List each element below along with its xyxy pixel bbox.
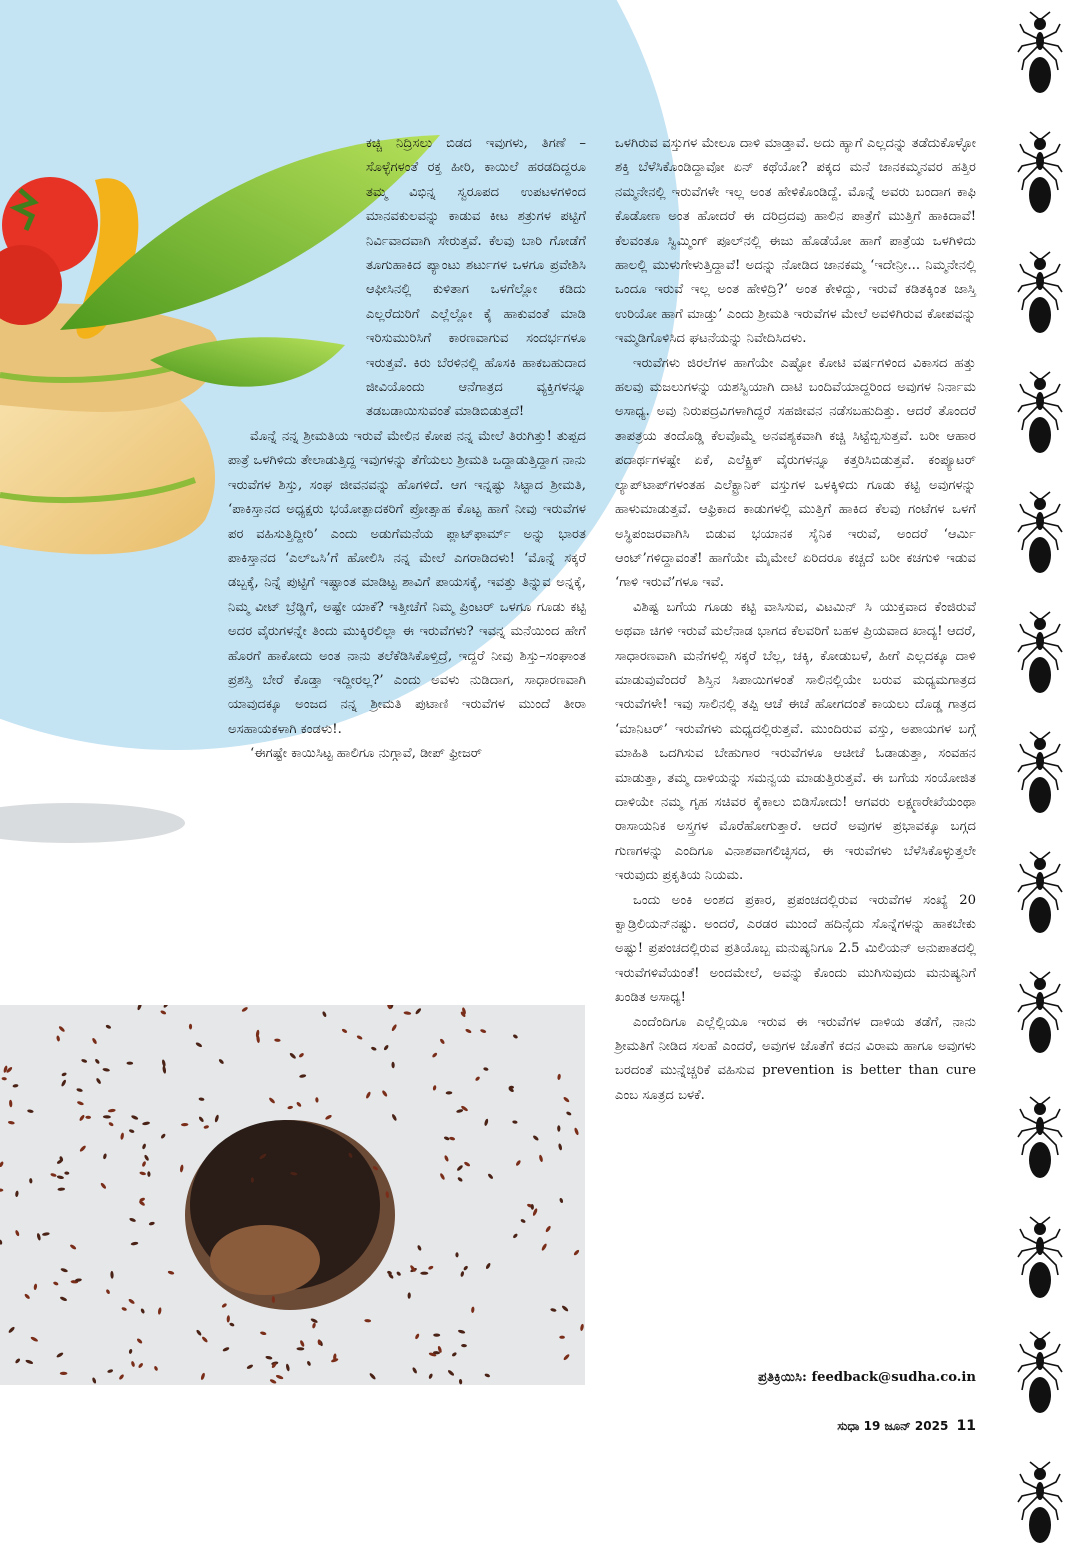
- ant-icon: [1016, 10, 1064, 100]
- paragraph-statistics: ಒಂದು ಅಂಕಿ ಅಂಶದ ಪ್ರಕಾರ, ಪ್ರಪಂಚದಲ್ಲಿರುವ ಇರುವೆಗಳ ಸಂಖ್ಯೆ 20 ಕ್ವಾಡ್ರಿಲಿಯನ್‌ನಷ್ಟು. ಅಂದರೆ, ಎರಡರ ಮುಂದೆ ಹದಿನೈದು ಸೊನ್ನೆಗಳನ್ನು ಹಾಕಬೇಕು ಅಷ್ಟು! ಪ್ರಪಂಚದಲ್ಲಿರುವ ಪ್ರತಿಯೊಬ್ಬ ಮನುಷ್ಯನಿಗೂ 2.5 ಮಿಲಿಯನ್ ಅನುಪಾತದಲ್ಲಿ ಇರುವೆಗಳಿವೆಯಂತೆ! ಅಂದಮೇಲೆ, ಅವನ್ನು ಕೊಂದು ಮುಗಿಸುವುದು ಮನುಷ್ಯನಿಗೆ ಖಂಡಿತ ಅಸಾಧ್ಯ!: [615, 892, 976, 1006]
- ant-swarm-graphic: [0, 1005, 585, 1385]
- ant-icon: [1016, 850, 1064, 940]
- ant-icon: [1016, 1330, 1064, 1420]
- page-footer: [780, 1418, 976, 1434]
- ant-icon: [1016, 490, 1064, 580]
- ant-icon: [1016, 250, 1064, 340]
- ant-icon: [1016, 610, 1064, 700]
- ant-icon: [1016, 970, 1064, 1060]
- paragraph-red-ants: ವಿಶಿಷ್ಟ ಬಗೆಯ ಗೂಡು ಕಟ್ಟಿ ವಾಸಿಸುವ, ವಿಟಮಿನ್ ಸಿ ಯುಕ್ತವಾದ ಕೆಂಜಿರುವೆ ಅಥವಾ ಚಿಗಳಿ ಇರುವೆ ಮಲೆನಾಡ ಭಾಗದ ಕೆಲವರಿಗೆ ಬಹಳ ಪ್ರಿಯವಾದ ಖಾದ್ಯ! ಆದರೆ, ಸಾಧಾರಣವಾಗಿ ಮನೆಗಳಲ್ಲಿ ಸಕ್ಕರೆ ಬೆಲ್ಲ, ಚಕ್ಕಿ, ಕೋಡುಬಳೆ, ಹೀಗೆ ಎಲ್ಲದಕ್ಕೂ ದಾಳಿ ಮಾಡುವುವೆಂದರೆ ಶಿಸ್ತಿನ ಸಿಪಾಯಿಗಳಂತೆ ಸಾಲಿನಲ್ಲಿಯೇ ಬರುವ ಮಧ್ಯಮಗಾತ್ರದ ಇರುವೆಗಳೇ! ಇವು ಸಾಲಿನಲ್ಲಿ ತಪ್ಪಿ ಆಚೆ ಈಚೆ ಹೋಗದಂತೆ ಕಾಯಲು ದೊಡ್ಡ ಗಾತ್ರದ ‘ಮಾನಿಟರ್’ ಇರುವೆಗಳು ಮಧ್ಯದಲ್ಲಿರುತ್ತವೆ. ಮುಂದಿರುವ ವಸ್ತು, ಅಪಾಯಗಳ ಬಗ್ಗೆ ಮಾಹಿತಿ ಒದಗಿಸುವ ಬೇಹುಗಾರ ಇರುವೆಗಳೂ ಆಚೀಚೆ ಓಡಾಡುತ್ತಾ, ಸಂವಹನ ಮಾಡುತ್ತಾ, ತಮ್ಮ ದಾಳಿಯನ್ನು ಸಮನ್ವಯ ಮಾಡುತ್ತಿರುತ್ತವೆ. ಈ ಬಗೆಯ ಸಂಯೋಜಿತ ದಾಳಿಯೇ ನಮ್ಮ ಗೃಹ ಸಚಿವರ ಕೈಕಾಲು ಬಿಡಿಸೋದು! ಆಗವರು ಲಕ್ಷ್ಮಣರೇಖೆಯಂಥಾ ರಾಸಾಯನಿಕ ಅಸ್ತ್ರಗಳ ಮೊರೆಹೋಗುತ್ತಾರೆ. ಆದರೆ ಅವುಗಳ ಪ್ರಭಾವಕ್ಕೂ ಬಗ್ಗದ ಗುಣಗಳನ್ನು ಎಂದಿಗೂ ವಿನಾಶವಾಗಲಿಚ್ಛಿಸದ, ಈ ಇರುವೆಗಳು ಬೆಳೆಸಿಕೊಳ್ಳುತ್ತಲೇ ಇರುವುದು ಪ್ರಕೃತಿಯ ನಿಯಮ.: [615, 599, 976, 884]
- paragraph-evolution: ಇರುವೆಗಳು ಜಿರಲೆಗಳ ಹಾಗೆಯೇ ಎಷ್ಟೋ ಕೋಟಿ ವರ್ಷಗಳಿಂದ ವಿಕಾಸದ ಹತ್ತು ಹಲವು ಮಜಲುಗಳನ್ನು ಯಶಸ್ವಿಯಾಗಿ ದಾಟಿ ಬಂದಿವೆಯಾದ್ದರಿಂದ ಅವುಗಳ ನಿರ್ನಾಮ ಅಸಾಧ್ಯ. ಅವು ನಿರುಪದ್ರವಿಗಳಾಗಿದ್ದರೆ ಸಹಜೀವನ ನಡೆಸಬಹುದಿತ್ತು. ಆದರೆ ತೊಂದರೆ ತಾಪತ್ರಯ ತಂದೊಡ್ಡಿ ಕೆಲವೊಮ್ಮೆ ಅನವಶ್ಯಕವಾಗಿ ಕಚ್ಚಿ ಸಿಟ್ಟೆಬ್ಬಿಸುತ್ತವೆ. ಬರೀ ಆಹಾರ ಪದಾರ್ಥಗಳಷ್ಟೇ ಏಕೆ, ಎಲೆಕ್ಟ್ರಿಕ್ ವೈರುಗಳನ್ನೂ ಕತ್ತರಿಸಿಬಿಡುತ್ತವೆ. ಕಂಪ್ಯೂಟರ್ ಲ್ಯಾಪ್‌ಟಾಪ್‌ಗಳಂತಹ ಎಲೆಕ್ಟ್ರಾನಿಕ್ ವಸ್ತುಗಳ ಒಳಕ್ಕಿಳಿದು ಗೂಡು ಕಟ್ಟಿ ಅವುಗಳನ್ನು ಹಾಳುಮಾಡುತ್ತವೆ. ಆಫ್ರಿಕಾದ ಕಾಡುಗಳಲ್ಲಿ ಮುತ್ತಿಗೆ ಹಾಕಿದ ಕೆಲವು ಗಂಟೆಗಳ ಒಳಗೆ ಅಸ್ಥಿಪಂಜರವಾಗಿಸಿ ಬಿಡುವ ಭಯಾನಕ ಸೈನಿಕ ಇರುವೆ, ಅಂದರೆ ‘ಆರ್ಮಿ ಆಂಟ್’ಗಳಿದ್ದಾವಂತೆ! ಹಾಗೆಯೇ ಮೈಮೇಲೆ ಏರಿದರೂ ಕಚ್ಚದೆ ಬರೀ ಕಚಗುಳಿ ಇಡುವ ‘ಗಾಳಿ ಇರುವೆ’ಗಳೂ ಇವೆ.: [615, 355, 976, 591]
- ant-icon: [1016, 1460, 1064, 1550]
- ant-icon: [1016, 1215, 1064, 1305]
- col1-wrap-block: [228, 132, 586, 425]
- ant-swarm-photo: [0, 1005, 585, 1385]
- ant-icon: [1016, 1095, 1064, 1185]
- article-column-1: [228, 132, 586, 767]
- ant-dot: [559, 1336, 565, 1339]
- paragraph-argument: ಮೊನ್ನೆ ನನ್ನ ಶ್ರೀಮತಿಯ ಇರುವೆ ಮೇಲಿನ ಕೋಪ ನನ್ನ ಮೇಲೆ ತಿರುಗಿತ್ತು! ತುಪ್ಪದ ಪಾತ್ರೆ ಒಳಗಿಳಿದು ತೇಲಾಡುತ್ತಿದ್ದ ಇವುಗಳನ್ನು ತೆಗೆಯಲು ಶ್ರೀಮತಿ ಒದ್ದಾಡುತ್ತಿದ್ದಾಗ ನಾನು ಇರುವೆಗಳ ಶಿಸ್ತು, ಸಂಘ ಜೀವನವನ್ನು ಹೊಗಳಿದೆ. ಆಗ ಇನ್ನಷ್ಟು ಸಿಟ್ಟಾದ ಶ್ರೀಮತಿ, ‘ಪಾಕಿಸ್ತಾನದ ಅಧ್ಯಕ್ಷರು ಭಯೋತ್ಪಾದಕರಿಗೆ ಪ್ರೋತ್ಸಾಹ ಕೊಟ್ಟ ಹಾಗೆ ನೀವು ಇರುವೆಗಳ ಪರ ವಹಿಸುತ್ತಿದ್ದೀರಿ’ ಎಂದು ಅಡುಗೆಮನೆಯ ಪ್ಲಾಟ್‌ಫಾರ್ಮ್ ಅನ್ನು ಭಾರತ ಪಾಕಿಸ್ತಾನದ ‘ಎಲ್‌ಒಸಿ’ಗೆ ಹೋಲಿಸಿ ನನ್ನ ಮೇಲೆ ಎಗರಾಡಿದಳು! ‘ಮೊನ್ನೆ ಸಕ್ಕರೆ ಡಬ್ಬಕ್ಕೆ, ನಿನ್ನೆ ಪುಟ್ಟಿಗೆ ಇಷ್ಟಾಂತ ಮಾಡಿಟ್ಟ ಶಾವಿಗೆ ಪಾಯಸಕ್ಕೆ, ಇವತ್ತು ತಿನ್ನುವ ಅನ್ನಕ್ಕೆ, ನಿಮ್ಮ ವೀಟ್ ಬ್ರೆಡ್ಡಿಗೆ, ಅಷ್ಟೇ ಯಾಕೆ? ಇತ್ತೀಚೆಗೆ ನಿಮ್ಮ ಪ್ರಿಂಟರ್ ಒಳಗೂ ಗೂಡು ಕಟ್ಟಿ ಅದರ ವೈರುಗಳನ್ನೇ ತಿಂದು ಮುಕ್ಕಿರಲಿಲ್ಲಾ ಈ ಇರುವೆಗಳು? ಇವನ್ನ ಮನೆಯಿಂದ ಹೇಗೆ ಹೊರಗೆ ಹಾಕೋದು ಅಂತ ನಾನು ತಲೆಕೆಡಿಸಿಕೊಳ್ತಿದ್ರೆ, ಇದ್ದರೆ ನೀವು ಶಿಸ್ತು–ಸಂಘಾಂತ ಪ್ರಶಸ್ತಿ ಬೇರೆ ಕೊಡ್ತಾ ಇದ್ದೀರಲ್ಲ?’ ಎಂದು ಅವಳು ನುಡಿದಾಗ, ಸಾಧಾರಣವಾಗಿ ಯಾವುದಕ್ಕೂ ಅಂಜದ ನನ್ನ ಶ್ರೀಮತಿ ಪುಟಾಣಿ ಇರುವೆಗಳ ಮುಂದೆ ತೀರಾ ಅಸಹಾಯಕಳಾಗಿ ಕಂಡಳು!.: [228, 428, 586, 737]
- article-column-2: [615, 132, 976, 1108]
- ant-dot: [420, 1272, 428, 1275]
- ant-icon: [1016, 130, 1064, 220]
- paragraph-conclusion: ಎಂದೆಂದಿಗೂ ಎಲ್ಲೆಲ್ಲಿಯೂ ಇರುವ ಈ ಇರುವೆಗಳ ದಾಳಿಯ ತಡೆಗೆ, ನಾನು ಶ್ರೀಮತಿಗೆ ನೀಡಿದ ಸಲಹೆ ಎಂದರೆ, ಅವುಗಳ ಜೊತೆಗೆ ಕದನ ವಿರಾಮ ಹಾಗೂ ಅವುಗಳು ಬರದಂತೆ ಮುನ್ನೆಚ್ಚರಿಕೆ ವಹಿಸುವ prevention is better than cure ಎಂಬ ಸೂತ್ರದ ಬಳಕೆ.: [615, 1014, 976, 1103]
- page-number: 11: [956, 1418, 976, 1434]
- paragraph-milk: ‘ಈಗಷ್ಟೇ ಕಾಯಿಸಿಟ್ಟ ಹಾಲಿಗೂ ನುಗ್ಗಾವೆ, ಡೀಪ್ ಫ್ರೀಜರ್: [250, 746, 483, 762]
- ant-icon: [1016, 370, 1064, 460]
- shadow-smear: [0, 795, 190, 850]
- magazine-date: ಸುಧಾ 19 ಜೂನ್ 2025: [837, 1419, 949, 1433]
- ant-border: [1010, 0, 1070, 1525]
- intro-paragraph: ಕಚ್ಚಿ ನಿದ್ರಿಸಲು ಬಿಡದ ಇವುಗಳು, ತಿಗಣೆ –ಸೊಳ್ಳೆಗಳಂತೆ ರಕ್ತ ಹೀರಿ, ಕಾಯಿಲೆ ಹರಡದಿದ್ದರೂ ತಮ್ಮ ವಿಭಿನ್ನ ಸ್ವರೂಪದ ಉಪಟಳಗಳಿಂದ ಮಾನವಕುಲವನ್ನು ಕಾಡುವ ಕೀಟ ಶತ್ರುಗಳ ಪಟ್ಟಿಗೆ ನಿರ್ವಿವಾದವಾಗಿ ಸೇರುತ್ತವೆ. ಕೆಲವು ಬಾರಿ ಗೋಡೆಗೆ ತೂಗುಹಾಕಿದ ಪ್ಯಾಂಟು ಶರ್ಟುಗಳ ಒಳಗೂ ಪ್ರವೇಶಿಸಿ ಆಫೀಸಿನಲ್ಲಿ ಕುಳಿತಾಗ ಒಳಗೆಲ್ಲೋ ಕಡಿದು ಎಲ್ಲರೆದುರಿಗೆ ಎಲ್ಲೆಲ್ಲೋ ಕೈ ಹಾಕುವಂತೆ ಮಾಡಿ ಇರಿಸುಮುರಿಸಿಗೆ ಕಾರಣವಾಗುವ ಸಂದರ್ಭಗಳೂ ಇರುತ್ತವೆ. ಕಿರು ಬೆರಳಿನಲ್ಲಿ ಹೊಸಕಿ ಹಾಕಬಹುದಾದ ಜೀವಿಯೊಂದು ಆನೆಗಾತ್ರದ ವ್ಯಕ್ತಿಗಳನ್ನೂ ತಡಬಡಾಯಿಸುವಂತೆ ಮಾಡಿಬಿಡುತ್ತದೆ!: [366, 136, 586, 420]
- ant-dot: [60, 1372, 68, 1375]
- ant-icon: [1016, 730, 1064, 820]
- feedback-line: ಪ್ರತಿಕ್ರಿಯಿಸಿ: feedback@sudha.co.in: [758, 1370, 976, 1385]
- paragraph-janakamma: ಒಳಗಿರುವ ವಸ್ತುಗಳ ಮೇಲೂ ದಾಳಿ ಮಾಡ್ತಾವೆ. ಅದು ಹ್ಯಾಗೆ ಎಲ್ಲದನ್ನು ತಡೆದುಕೊಳ್ಳೋ ಶಕ್ತಿ ಬೆಳೆಸಿಕೊಂಡಿದ್ದಾವೋ ಏನ್ ಕಥೆಯೋ? ಪಕ್ಕದ ಮನೆ ಜಾನಕಮ್ಮನವರ ಹತ್ತಿರ ನಮ್ಮನೇನಲ್ಲಿ ಇರುವೆಗಳೇ ಇಲ್ಲ ಅಂತ ಹೇಳಿಕೊಂಡಿದ್ದೆ. ಮೊನ್ನೆ ಅವರು ಬಂದಾಗ ಕಾಫಿ ಕೊಡೋಣ ಅಂತ ಹೋದರೆ ಈ ದರಿದ್ರದವು ಹಾಲಿನ ಪಾತ್ರೆಗೆ ಮುತ್ತಿಗೆ ಹಾಕಿದಾವೆ! ಕೆಲವಂತೂ ಸ್ವಿಮ್ಮಿಂಗ್ ಪೂಲ್‌ನಲ್ಲಿ ಈಜು ಹೊಡೆಯೋ ಹಾಗೆ ಪಾತ್ರೆಯ ಒಳಗಿಳಿದು ಹಾಲಲ್ಲಿ ಮುಳುಗೇಳುತ್ತಿದ್ದಾವೆ! ಅದನ್ನು ನೋಡಿದ ಜಾನಕಮ್ಮ ‘ಇದೇನ್ರೀ... ನಿಮ್ಮನೇನಲ್ಲಿ ಒಂದೂ ಇರುವೆ ಇಲ್ಲ ಅಂತ ಹೇಳಿದ್ರಿ?’ ಅಂತ ಕೇಳಿದ್ದು, ಇರುವೆ ಕಡಿತಕ್ಕಿಂತ ಜಾಸ್ತಿ ಉರಿಯೋ ಹಾಗೆ ಮಾಡ್ತು’ ಎಂದು ಶ್ರೀಮತಿ ಇರುವೆಗಳ ಮೇಲೆ ಅವಳಿಗಿರುವ ಕೋಪವನ್ನು ಇಮ್ಮಡಿಗೊಳಿಸಿದ ಘಟನೆಯನ್ನು ನಿವೇದಿಸಿದಳು.: [615, 136, 976, 347]
